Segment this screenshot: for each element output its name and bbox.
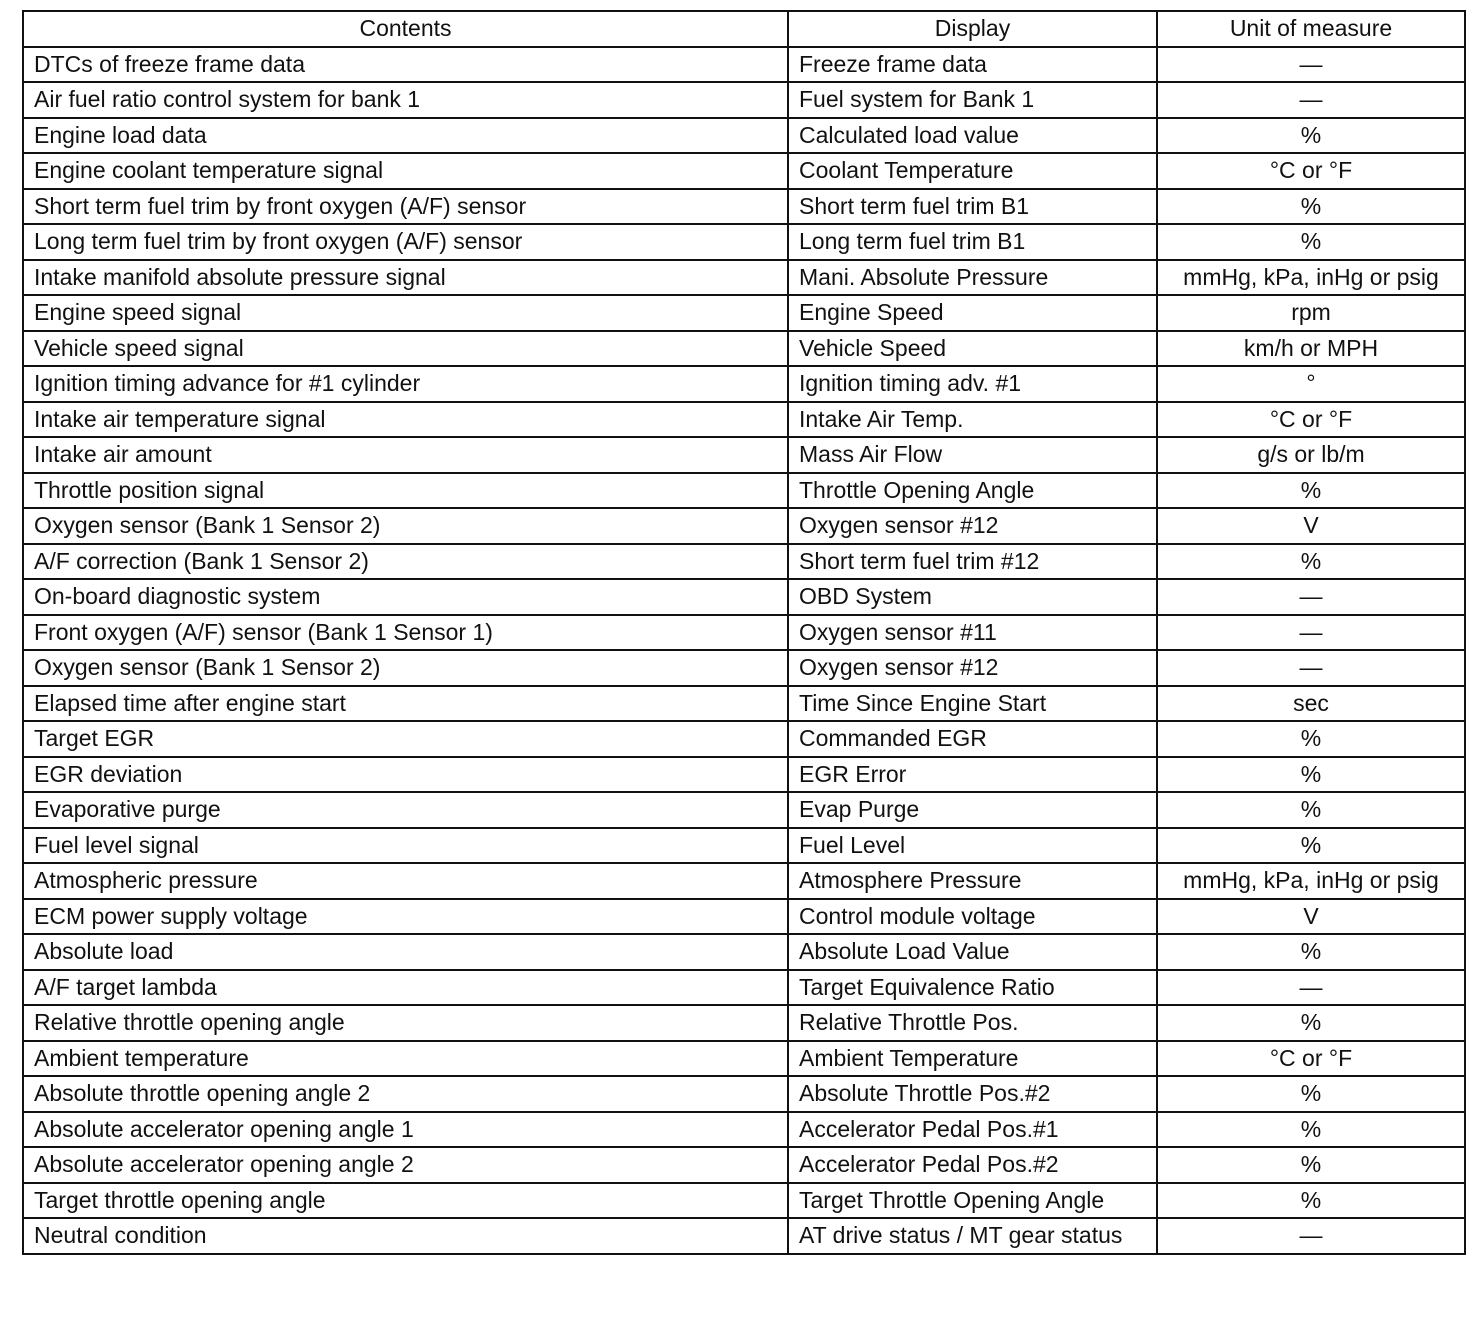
cell-unit: ° (1157, 366, 1465, 402)
cell-display: Mass Air Flow (788, 437, 1157, 473)
table-row (23, 970, 1465, 1006)
cell-contents: On-board diagnostic system (23, 579, 788, 615)
cell-display: Commanded EGR (788, 721, 1157, 757)
table-row (23, 792, 1465, 828)
cell-unit: % (1157, 1005, 1465, 1041)
cell-unit: % (1157, 1076, 1465, 1112)
cell-unit: — (1157, 650, 1465, 686)
table-row (23, 1218, 1465, 1254)
cell-display: Throttle Opening Angle (788, 473, 1157, 509)
cell-contents: ECM power supply voltage (23, 899, 788, 935)
cell-contents: A/F correction (Bank 1 Sensor 2) (23, 544, 788, 580)
table-body (23, 47, 1465, 1254)
table-row (23, 828, 1465, 864)
cell-display: Accelerator Pedal Pos.#1 (788, 1112, 1157, 1148)
cell-display: Control module voltage (788, 899, 1157, 935)
table-row (23, 1005, 1465, 1041)
table-row (23, 1183, 1465, 1219)
table-row (23, 508, 1465, 544)
cell-unit: rpm (1157, 295, 1465, 331)
cell-unit: g/s or lb/m (1157, 437, 1465, 473)
cell-contents: Oxygen sensor (Bank 1 Sensor 2) (23, 508, 788, 544)
cell-unit: % (1157, 473, 1465, 509)
cell-contents: Target throttle opening angle (23, 1183, 788, 1219)
cell-unit: °C or °F (1157, 1041, 1465, 1077)
cell-display: Evap Purge (788, 792, 1157, 828)
table-row (23, 721, 1465, 757)
cell-contents: Neutral condition (23, 1218, 788, 1254)
cell-contents: DTCs of freeze frame data (23, 47, 788, 83)
cell-contents: Long term fuel trim by front oxygen (A/F) sensor (23, 224, 788, 260)
table-row (23, 650, 1465, 686)
cell-contents: Absolute accelerator opening angle 1 (23, 1112, 788, 1148)
cell-unit: % (1157, 118, 1465, 154)
cell-contents: Absolute accelerator opening angle 2 (23, 1147, 788, 1183)
table-row (23, 82, 1465, 118)
cell-unit: % (1157, 721, 1465, 757)
cell-contents: Intake air temperature signal (23, 402, 788, 438)
cell-contents: Short term fuel trim by front oxygen (A/F) sensor (23, 189, 788, 225)
table-row (23, 899, 1465, 935)
cell-contents: Absolute throttle opening angle 2 (23, 1076, 788, 1112)
cell-unit: km/h or MPH (1157, 331, 1465, 367)
cell-display: Ambient Temperature (788, 1041, 1157, 1077)
cell-display: Ignition timing adv. #1 (788, 366, 1157, 402)
cell-display: Short term fuel trim B1 (788, 189, 1157, 225)
cell-contents: Atmospheric pressure (23, 863, 788, 899)
cell-display: Absolute Load Value (788, 934, 1157, 970)
cell-display: Accelerator Pedal Pos.#2 (788, 1147, 1157, 1183)
cell-unit: % (1157, 189, 1465, 225)
cell-display: Mani. Absolute Pressure (788, 260, 1157, 296)
cell-display: Atmosphere Pressure (788, 863, 1157, 899)
cell-contents: Air fuel ratio control system for bank 1 (23, 82, 788, 118)
table-row (23, 47, 1465, 83)
cell-unit: mmHg, kPa, inHg or psig (1157, 260, 1465, 296)
cell-unit: % (1157, 934, 1465, 970)
cell-display: OBD System (788, 579, 1157, 615)
cell-contents: Intake air amount (23, 437, 788, 473)
table-row (23, 544, 1465, 580)
cell-unit: mmHg, kPa, inHg or psig (1157, 863, 1465, 899)
cell-contents: Vehicle speed signal (23, 331, 788, 367)
table-row (23, 1147, 1465, 1183)
table-row (23, 295, 1465, 331)
table-row (23, 579, 1465, 615)
table-row (23, 1112, 1465, 1148)
cell-contents: EGR deviation (23, 757, 788, 793)
cell-unit: sec (1157, 686, 1465, 722)
cell-unit: % (1157, 792, 1465, 828)
cell-display: Coolant Temperature (788, 153, 1157, 189)
cell-display: Intake Air Temp. (788, 402, 1157, 438)
cell-contents: Ambient temperature (23, 1041, 788, 1077)
cell-display: Vehicle Speed (788, 331, 1157, 367)
cell-unit: % (1157, 224, 1465, 260)
table-row (23, 757, 1465, 793)
cell-display: Fuel Level (788, 828, 1157, 864)
cell-display: Oxygen sensor #12 (788, 508, 1157, 544)
cell-unit: % (1157, 544, 1465, 580)
cell-unit: % (1157, 1112, 1465, 1148)
cell-contents: Intake manifold absolute pressure signal (23, 260, 788, 296)
cell-display: EGR Error (788, 757, 1157, 793)
cell-unit: % (1157, 757, 1465, 793)
cell-contents: Oxygen sensor (Bank 1 Sensor 2) (23, 650, 788, 686)
header-display: Display (788, 11, 1157, 47)
cell-display: Freeze frame data (788, 47, 1157, 83)
cell-contents: Evaporative purge (23, 792, 788, 828)
table-row (23, 686, 1465, 722)
cell-unit: % (1157, 1183, 1465, 1219)
cell-display: Calculated load value (788, 118, 1157, 154)
table-row (23, 473, 1465, 509)
cell-display: Long term fuel trim B1 (788, 224, 1157, 260)
cell-display: Target Throttle Opening Angle (788, 1183, 1157, 1219)
cell-contents: Target EGR (23, 721, 788, 757)
cell-unit: — (1157, 615, 1465, 651)
table-row (23, 224, 1465, 260)
freeze-frame-data-table (22, 10, 1466, 1255)
cell-unit: V (1157, 899, 1465, 935)
cell-display: Fuel system for Bank 1 (788, 82, 1157, 118)
cell-display: Relative Throttle Pos. (788, 1005, 1157, 1041)
table-row (23, 153, 1465, 189)
header-row (23, 11, 1465, 47)
cell-unit: — (1157, 970, 1465, 1006)
cell-contents: A/F target lambda (23, 970, 788, 1006)
cell-contents: Engine load data (23, 118, 788, 154)
table-row (23, 1041, 1465, 1077)
table-row (23, 1076, 1465, 1112)
cell-unit: — (1157, 1218, 1465, 1254)
cell-contents: Ignition timing advance for #1 cylinder (23, 366, 788, 402)
cell-display: Absolute Throttle Pos.#2 (788, 1076, 1157, 1112)
header-unit-of-measure: Unit of measure (1157, 11, 1465, 47)
cell-contents: Absolute load (23, 934, 788, 970)
cell-contents: Fuel level signal (23, 828, 788, 864)
cell-contents: Engine speed signal (23, 295, 788, 331)
cell-unit: % (1157, 828, 1465, 864)
table-row (23, 118, 1465, 154)
cell-display: Time Since Engine Start (788, 686, 1157, 722)
table-row (23, 934, 1465, 970)
cell-contents: Relative throttle opening angle (23, 1005, 788, 1041)
table-row (23, 189, 1465, 225)
cell-contents: Front oxygen (A/F) sensor (Bank 1 Sensor 1) (23, 615, 788, 651)
cell-unit: % (1157, 1147, 1465, 1183)
cell-unit: V (1157, 508, 1465, 544)
cell-unit: — (1157, 47, 1465, 83)
cell-display: Target Equivalence Ratio (788, 970, 1157, 1006)
cell-contents: Elapsed time after engine start (23, 686, 788, 722)
cell-unit: — (1157, 579, 1465, 615)
cell-display: Engine Speed (788, 295, 1157, 331)
cell-unit: °C or °F (1157, 153, 1465, 189)
cell-contents: Throttle position signal (23, 473, 788, 509)
cell-unit: — (1157, 82, 1465, 118)
cell-display: Oxygen sensor #11 (788, 615, 1157, 651)
table-row (23, 366, 1465, 402)
cell-display: AT drive status / MT gear status (788, 1218, 1157, 1254)
table-row (23, 402, 1465, 438)
table-row (23, 260, 1465, 296)
cell-display: Short term fuel trim #12 (788, 544, 1157, 580)
cell-contents: Engine coolant temperature signal (23, 153, 788, 189)
table-row (23, 437, 1465, 473)
cell-unit: °C or °F (1157, 402, 1465, 438)
cell-display: Oxygen sensor #12 (788, 650, 1157, 686)
header-contents: Contents (23, 11, 788, 47)
table-row (23, 863, 1465, 899)
table-row (23, 331, 1465, 367)
table-row (23, 615, 1465, 651)
